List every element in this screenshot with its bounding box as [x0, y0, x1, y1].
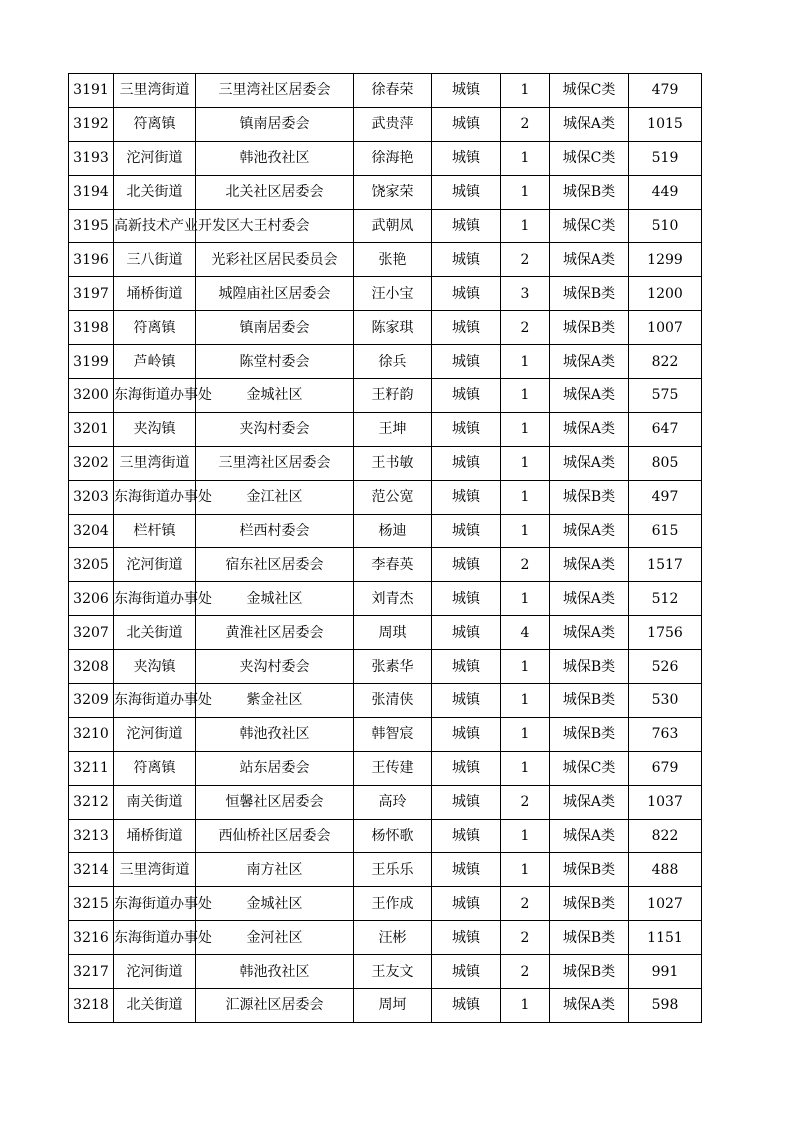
insurance-category-cell: 城保B类	[550, 311, 629, 345]
name-cell: 徐春荣	[354, 74, 432, 108]
amount-cell: 575	[629, 379, 702, 413]
name-cell: 刘青杰	[354, 582, 432, 616]
community-cell: 紫金社区	[196, 684, 354, 718]
residence-type-cell: 城镇	[432, 989, 501, 1023]
community-cell: 北关社区居委会	[196, 175, 354, 209]
table-row	[69, 819, 702, 853]
table-row	[69, 751, 702, 785]
residence-type-cell: 城镇	[432, 412, 501, 446]
serial-number-cell: 3193	[69, 141, 114, 175]
table-row	[69, 175, 702, 209]
table-row	[69, 446, 702, 480]
table-row	[69, 717, 702, 751]
residence-type-cell: 城镇	[432, 379, 501, 413]
subdistrict-cell: 三八街道	[114, 243, 196, 277]
household-count-cell: 4	[501, 616, 550, 650]
table-row	[69, 616, 702, 650]
subdistrict-cell: 符离镇	[114, 311, 196, 345]
subdistrict-cell: 北关街道	[114, 616, 196, 650]
name-cell: 杨迪	[354, 514, 432, 548]
subdistrict-cell: 埇桥街道	[114, 819, 196, 853]
community-cell: 三里湾社区居委会	[196, 446, 354, 480]
insurance-category-cell: 城保B类	[550, 684, 629, 718]
insurance-category-cell: 城保C类	[550, 209, 629, 243]
table-row	[69, 412, 702, 446]
amount-cell: 530	[629, 684, 702, 718]
insurance-category-cell: 城保A类	[550, 989, 629, 1023]
name-cell: 汪彬	[354, 921, 432, 955]
serial-number-cell: 3207	[69, 616, 114, 650]
household-count-cell: 1	[501, 819, 550, 853]
household-count-cell: 2	[501, 887, 550, 921]
insurance-category-cell: 城保A类	[550, 548, 629, 582]
table-row	[69, 921, 702, 955]
insurance-category-cell: 城保A类	[550, 446, 629, 480]
amount-cell: 1517	[629, 548, 702, 582]
subdistrict-cell: 沱河街道	[114, 717, 196, 751]
serial-number-cell: 3210	[69, 717, 114, 751]
subdistrict-cell: 夹沟镇	[114, 412, 196, 446]
table-row	[69, 785, 702, 819]
residence-type-cell: 城镇	[432, 243, 501, 277]
table-row	[69, 311, 702, 345]
table-row	[69, 74, 702, 108]
amount-cell: 822	[629, 345, 702, 379]
household-count-cell: 1	[501, 751, 550, 785]
serial-number-cell: 3218	[69, 989, 114, 1023]
subdistrict-cell: 夹沟镇	[114, 650, 196, 684]
amount-cell: 991	[629, 955, 702, 989]
amount-cell: 679	[629, 751, 702, 785]
serial-number-cell: 3198	[69, 311, 114, 345]
residence-type-cell: 城镇	[432, 955, 501, 989]
insurance-category-cell: 城保B类	[550, 921, 629, 955]
subdistrict-cell: 沱河街道	[114, 141, 196, 175]
serial-number-cell: 3200	[69, 379, 114, 413]
insurance-category-cell: 城保A类	[550, 243, 629, 277]
amount-cell: 647	[629, 412, 702, 446]
subdistrict-cell: 南关街道	[114, 785, 196, 819]
subdistrict-cell: 东海街道办事处	[114, 921, 196, 955]
table-row	[69, 582, 702, 616]
community-cell: 恒馨社区居委会	[196, 785, 354, 819]
insurance-category-cell: 城保C类	[550, 74, 629, 108]
community-cell: 金河社区	[196, 921, 354, 955]
residence-type-cell: 城镇	[432, 209, 501, 243]
household-count-cell: 1	[501, 582, 550, 616]
serial-number-cell: 3204	[69, 514, 114, 548]
subdistrict-cell: 三里湾街道	[114, 74, 196, 108]
name-cell: 张艳	[354, 243, 432, 277]
name-cell: 周琪	[354, 616, 432, 650]
insurance-category-cell: 城保B类	[550, 955, 629, 989]
table-row	[69, 141, 702, 175]
community-cell: 栏西村委会	[196, 514, 354, 548]
amount-cell: 510	[629, 209, 702, 243]
name-cell: 王传建	[354, 751, 432, 785]
subdistrict-cell: 埇桥街道	[114, 277, 196, 311]
community-cell: 夹沟村委会	[196, 412, 354, 446]
table-row	[69, 548, 702, 582]
insurance-category-cell: 城保B类	[550, 717, 629, 751]
community-cell: 西仙桥社区居委会	[196, 819, 354, 853]
community-cell: 夹沟村委会	[196, 650, 354, 684]
insurance-category-cell: 城保A类	[550, 785, 629, 819]
residence-type-cell: 城镇	[432, 548, 501, 582]
serial-number-cell: 3211	[69, 751, 114, 785]
household-count-cell: 1	[501, 989, 550, 1023]
household-count-cell: 2	[501, 548, 550, 582]
household-count-cell: 1	[501, 175, 550, 209]
table-row	[69, 277, 702, 311]
subdistrict-cell: 符离镇	[114, 751, 196, 785]
household-count-cell: 1	[501, 684, 550, 718]
serial-number-cell: 3215	[69, 887, 114, 921]
household-count-cell: 2	[501, 107, 550, 141]
community-cell: 镇南居委会	[196, 311, 354, 345]
serial-number-cell: 3201	[69, 412, 114, 446]
insurance-category-cell: 城保B类	[550, 853, 629, 887]
amount-cell: 1027	[629, 887, 702, 921]
serial-number-cell: 3194	[69, 175, 114, 209]
insurance-category-cell: 城保B类	[550, 277, 629, 311]
name-cell: 王书敏	[354, 446, 432, 480]
insurance-category-cell: 城保B类	[550, 650, 629, 684]
household-count-cell: 1	[501, 412, 550, 446]
insurance-category-cell: 城保A类	[550, 379, 629, 413]
serial-number-cell: 3206	[69, 582, 114, 616]
community-cell: 韩池孜社区	[196, 141, 354, 175]
amount-cell: 615	[629, 514, 702, 548]
name-cell: 王坤	[354, 412, 432, 446]
table-row	[69, 514, 702, 548]
subdistrict-cell: 北关街道	[114, 175, 196, 209]
serial-number-cell: 3191	[69, 74, 114, 108]
serial-number-cell: 3197	[69, 277, 114, 311]
amount-cell: 526	[629, 650, 702, 684]
household-count-cell: 2	[501, 955, 550, 989]
subdistrict-cell: 东海街道办事处	[114, 480, 196, 514]
serial-number-cell: 3195	[69, 209, 114, 243]
table-row	[69, 345, 702, 379]
subdistrict-cell: 高新技术产业开发区	[114, 209, 196, 243]
serial-number-cell: 3202	[69, 446, 114, 480]
household-count-cell: 1	[501, 514, 550, 548]
table-row	[69, 853, 702, 887]
serial-number-cell: 3216	[69, 921, 114, 955]
subdistrict-cell: 东海街道办事处	[114, 887, 196, 921]
community-cell: 南方社区	[196, 853, 354, 887]
household-count-cell: 2	[501, 311, 550, 345]
amount-cell: 479	[629, 74, 702, 108]
subdistrict-cell: 芦岭镇	[114, 345, 196, 379]
household-count-cell: 1	[501, 74, 550, 108]
insurance-category-cell: 城保A类	[550, 412, 629, 446]
amount-cell: 598	[629, 989, 702, 1023]
insurance-category-cell: 城保A类	[550, 514, 629, 548]
insurance-category-cell: 城保A类	[550, 582, 629, 616]
serial-number-cell: 3214	[69, 853, 114, 887]
name-cell: 韩智宸	[354, 717, 432, 751]
table-row	[69, 209, 702, 243]
residence-type-cell: 城镇	[432, 141, 501, 175]
household-count-cell: 1	[501, 853, 550, 887]
amount-cell: 763	[629, 717, 702, 751]
insurance-category-cell: 城保A类	[550, 107, 629, 141]
serial-number-cell: 3212	[69, 785, 114, 819]
residence-type-cell: 城镇	[432, 277, 501, 311]
serial-number-cell: 3203	[69, 480, 114, 514]
serial-number-cell: 3213	[69, 819, 114, 853]
table-row	[69, 989, 702, 1023]
subdistrict-cell: 东海街道办事处	[114, 582, 196, 616]
household-count-cell: 1	[501, 345, 550, 379]
name-cell: 张清侠	[354, 684, 432, 718]
serial-number-cell: 3192	[69, 107, 114, 141]
subdistrict-cell: 符离镇	[114, 107, 196, 141]
residence-type-cell: 城镇	[432, 446, 501, 480]
household-count-cell: 1	[501, 717, 550, 751]
name-cell: 高玲	[354, 785, 432, 819]
household-count-cell: 1	[501, 141, 550, 175]
residence-type-cell: 城镇	[432, 853, 501, 887]
community-cell: 站东居委会	[196, 751, 354, 785]
insurance-category-cell: 城保B类	[550, 175, 629, 209]
community-cell: 金城社区	[196, 379, 354, 413]
residence-type-cell: 城镇	[432, 514, 501, 548]
amount-cell: 1007	[629, 311, 702, 345]
name-cell: 陈家琪	[354, 311, 432, 345]
residence-type-cell: 城镇	[432, 785, 501, 819]
serial-number-cell: 3217	[69, 955, 114, 989]
amount-cell: 822	[629, 819, 702, 853]
name-cell: 范公宽	[354, 480, 432, 514]
serial-number-cell: 3199	[69, 345, 114, 379]
residence-type-cell: 城镇	[432, 887, 501, 921]
amount-cell: 519	[629, 141, 702, 175]
household-count-cell: 2	[501, 921, 550, 955]
community-cell: 宿东社区居委会	[196, 548, 354, 582]
table-row	[69, 650, 702, 684]
name-cell: 徐海艳	[354, 141, 432, 175]
community-cell: 金城社区	[196, 887, 354, 921]
amount-cell: 1151	[629, 921, 702, 955]
amount-cell: 1299	[629, 243, 702, 277]
residence-type-cell: 城镇	[432, 921, 501, 955]
table-body	[69, 74, 702, 1023]
community-cell: 城隍庙社区居委会	[196, 277, 354, 311]
table-row	[69, 243, 702, 277]
community-cell: 陈堂村委会	[196, 345, 354, 379]
amount-cell: 1015	[629, 107, 702, 141]
name-cell: 王籽韵	[354, 379, 432, 413]
residence-type-cell: 城镇	[432, 717, 501, 751]
community-cell: 大王村委会	[196, 209, 354, 243]
subdistrict-cell: 三里湾街道	[114, 446, 196, 480]
name-cell: 张素华	[354, 650, 432, 684]
residence-type-cell: 城镇	[432, 175, 501, 209]
insurance-category-cell: 城保A类	[550, 345, 629, 379]
household-count-cell: 1	[501, 446, 550, 480]
residence-type-cell: 城镇	[432, 480, 501, 514]
table-row	[69, 107, 702, 141]
residence-type-cell: 城镇	[432, 684, 501, 718]
residence-type-cell: 城镇	[432, 819, 501, 853]
amount-cell: 1037	[629, 785, 702, 819]
amount-cell: 805	[629, 446, 702, 480]
residence-type-cell: 城镇	[432, 107, 501, 141]
serial-number-cell: 3209	[69, 684, 114, 718]
household-count-cell: 3	[501, 277, 550, 311]
table-row	[69, 379, 702, 413]
community-cell: 韩池孜社区	[196, 717, 354, 751]
name-cell: 王作成	[354, 887, 432, 921]
community-cell: 三里湾社区居委会	[196, 74, 354, 108]
amount-cell: 512	[629, 582, 702, 616]
insurance-category-cell: 城保B类	[550, 887, 629, 921]
insurance-category-cell: 城保A类	[550, 616, 629, 650]
insurance-category-cell: 城保C类	[550, 141, 629, 175]
household-count-cell: 1	[501, 209, 550, 243]
subdistrict-cell: 沱河街道	[114, 548, 196, 582]
amount-cell: 497	[629, 480, 702, 514]
subdistrict-cell: 东海街道办事处	[114, 684, 196, 718]
residence-type-cell: 城镇	[432, 650, 501, 684]
community-cell: 韩池孜社区	[196, 955, 354, 989]
residence-type-cell: 城镇	[432, 74, 501, 108]
subdistrict-cell: 栏杆镇	[114, 514, 196, 548]
residence-type-cell: 城镇	[432, 751, 501, 785]
amount-cell: 1200	[629, 277, 702, 311]
insurance-category-cell: 城保C类	[550, 751, 629, 785]
community-cell: 汇源社区居委会	[196, 989, 354, 1023]
amount-cell: 449	[629, 175, 702, 209]
residence-type-cell: 城镇	[432, 582, 501, 616]
community-cell: 金城社区	[196, 582, 354, 616]
household-count-cell: 2	[501, 243, 550, 277]
insurance-category-cell: 城保A类	[550, 819, 629, 853]
residence-type-cell: 城镇	[432, 345, 501, 379]
insurance-category-cell: 城保B类	[550, 480, 629, 514]
name-cell: 武贵萍	[354, 107, 432, 141]
community-cell: 光彩社区居民委员会	[196, 243, 354, 277]
name-cell: 饶家荣	[354, 175, 432, 209]
household-count-cell: 1	[501, 480, 550, 514]
subdistrict-cell: 东海街道办事处	[114, 379, 196, 413]
table-row	[69, 480, 702, 514]
name-cell: 王友文	[354, 955, 432, 989]
residence-type-cell: 城镇	[432, 311, 501, 345]
name-cell: 王乐乐	[354, 853, 432, 887]
subdistrict-cell: 三里湾街道	[114, 853, 196, 887]
community-cell: 金江社区	[196, 480, 354, 514]
subdistrict-cell: 北关街道	[114, 989, 196, 1023]
name-cell: 武朝凤	[354, 209, 432, 243]
household-count-cell: 1	[501, 379, 550, 413]
community-cell: 黄淮社区居委会	[196, 616, 354, 650]
serial-number-cell: 3205	[69, 548, 114, 582]
table-row	[69, 955, 702, 989]
community-cell: 镇南居委会	[196, 107, 354, 141]
household-count-cell: 2	[501, 785, 550, 819]
name-cell: 李春英	[354, 548, 432, 582]
residence-type-cell: 城镇	[432, 616, 501, 650]
name-cell: 徐兵	[354, 345, 432, 379]
amount-cell: 488	[629, 853, 702, 887]
serial-number-cell: 3196	[69, 243, 114, 277]
name-cell: 杨怀歌	[354, 819, 432, 853]
serial-number-cell: 3208	[69, 650, 114, 684]
amount-cell: 1756	[629, 616, 702, 650]
name-cell: 汪小宝	[354, 277, 432, 311]
table-row	[69, 887, 702, 921]
table-row	[69, 684, 702, 718]
household-count-cell: 1	[501, 650, 550, 684]
subdistrict-cell: 沱河街道	[114, 955, 196, 989]
name-cell: 周坷	[354, 989, 432, 1023]
data-table	[68, 73, 702, 1023]
